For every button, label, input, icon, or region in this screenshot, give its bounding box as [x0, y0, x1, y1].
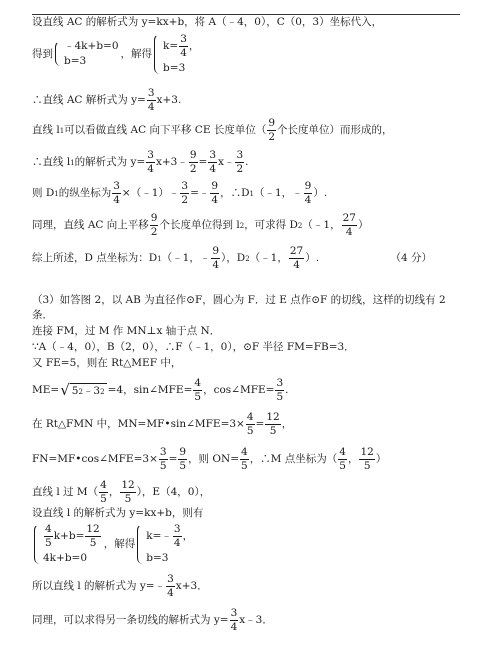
text: 5	[124, 493, 132, 506]
text: 4	[293, 259, 300, 272]
equation-row: b=3	[146, 552, 169, 565]
text: .	[245, 156, 249, 169]
text: 4	[167, 587, 174, 600]
fraction	[338, 447, 347, 472]
text: 2	[150, 226, 158, 239]
text: ∵A（﹣4，0），B（2，0），∴F（﹣1，0），⊙F 半径 FM=FB=3．	[32, 341, 355, 353]
text: 3	[179, 34, 188, 47]
text: =4，sin∠MFE=	[107, 384, 193, 397]
line-l1-expression: ∴直线 l 1 的解析式为 y= $\frac{3}{4}$ x+3﹣ $\frac{9}{2}$ = $\frac{3}{4}$ x﹣ 3 2 .	[32, 149, 249, 176]
text: .	[285, 384, 289, 397]
text: ）	[357, 219, 369, 232]
fraction	[179, 34, 188, 59]
text: 3	[235, 150, 244, 163]
line-fn	[32, 447, 472, 472]
text: 9	[210, 181, 219, 194]
text: 4	[99, 480, 108, 493]
text: 3	[180, 181, 189, 194]
line-l-result	[32, 574, 472, 599]
text: 3	[275, 378, 284, 391]
text: ），E（4，0），	[136, 486, 211, 499]
text: 5	[269, 425, 277, 438]
text: 所以直线 l 的解析式为 y=﹣	[32, 580, 166, 593]
text: 4	[193, 378, 202, 391]
line-ac-setup	[32, 17, 472, 28]
text: ，∴D	[220, 187, 250, 200]
score-label: （4 分）	[390, 252, 432, 265]
fraction	[166, 574, 175, 599]
text	[137, 524, 143, 564]
fraction	[210, 181, 219, 206]
text: （﹣1，	[249, 252, 288, 265]
text: 3	[112, 181, 121, 194]
fraction	[342, 213, 357, 238]
text: 4	[113, 194, 120, 207]
text: ，	[108, 486, 120, 499]
line-other-tangent	[32, 608, 472, 633]
text: 5	[71, 385, 79, 398]
text: （﹣1，﹣	[253, 187, 303, 200]
text: k+b=	[53, 530, 85, 543]
fraction	[230, 608, 239, 633]
text: ﹣3	[82, 385, 101, 398]
text: 4	[338, 447, 347, 460]
line-fe	[32, 358, 472, 369]
fraction	[180, 181, 189, 206]
text: ，解得	[103, 537, 136, 550]
line-points-af	[32, 342, 472, 353]
text: 直线 l	[32, 124, 60, 137]
text: ，则 ON=	[188, 453, 239, 466]
text: x﹣3．	[239, 614, 273, 627]
text: 4	[147, 101, 155, 114]
fraction	[44, 524, 53, 549]
text: 4	[211, 194, 219, 207]
text: 4	[44, 524, 53, 537]
fraction	[193, 378, 202, 403]
equation-row: b=3	[163, 62, 186, 75]
text: 综上所述，D 点坐标为：D	[32, 252, 158, 265]
text: 4	[246, 412, 255, 425]
text: （﹣1，﹣	[161, 252, 211, 265]
text: 5	[246, 425, 254, 438]
text: ）.	[305, 252, 320, 265]
line-ac-result	[32, 88, 472, 113]
text: 的解析式为 y=	[74, 156, 146, 169]
text: 2	[268, 131, 276, 144]
text: √	[60, 381, 70, 400]
fraction	[246, 412, 255, 437]
text: 4	[209, 163, 217, 176]
fraction	[265, 412, 280, 437]
text	[34, 524, 40, 564]
line-set-l	[32, 508, 472, 519]
text: x+3.	[156, 94, 182, 107]
text: 4	[173, 537, 181, 550]
line-me-trig	[32, 378, 472, 403]
text: 5	[363, 460, 371, 473]
text: （3）如答图 2，以 AB 为直径作⊙F，圆心为 F．过 E 点作⊙F 的切线，这样的切线有 2	[32, 294, 446, 306]
text: x+3．	[175, 580, 208, 593]
text: =	[255, 418, 265, 431]
fraction	[112, 181, 121, 206]
fraction	[267, 118, 276, 143]
text: 个长度单位得到 l	[159, 219, 240, 232]
text	[55, 41, 61, 66]
equation-system	[55, 41, 119, 66]
text: 直线 l 过 M（	[32, 486, 99, 499]
text: 2	[189, 163, 197, 176]
text: ，可求得 D	[244, 219, 298, 232]
text: 5	[179, 460, 187, 473]
text	[163, 34, 199, 74]
text: ，解得	[120, 47, 153, 60]
text	[163, 34, 199, 59]
top-rule	[32, 14, 460, 15]
fraction	[211, 246, 220, 271]
text: 连接 FM，过 M 作 MN⊥x 轴于点 N．	[32, 325, 221, 337]
text	[43, 524, 102, 564]
text: ∴直线 AC 解析式为 y=	[32, 94, 146, 107]
text: 3	[146, 150, 155, 163]
text: 条．	[32, 309, 53, 321]
line-part3-intro	[32, 295, 472, 306]
fraction	[120, 480, 135, 505]
text: FN=MF•cos∠MFE=3×	[32, 453, 158, 466]
line-connect-fm	[32, 326, 472, 337]
text: 12	[359, 447, 374, 460]
square-root	[60, 383, 106, 398]
text: 4	[345, 226, 353, 239]
text: x﹣	[218, 156, 235, 169]
fraction	[150, 213, 159, 238]
solution-system	[154, 34, 199, 74]
fraction	[189, 150, 198, 175]
text: 又 FE=5，则在 Rt△MEF 中，	[32, 357, 182, 369]
fraction	[85, 524, 100, 549]
text: 4	[240, 447, 249, 460]
text: x+3﹣	[155, 156, 188, 169]
text: =	[168, 453, 178, 466]
text: 设直线 l 的解析式为 y=kx+b，则有	[32, 507, 204, 519]
text: 则 D	[32, 187, 55, 200]
text: =﹣	[190, 187, 210, 200]
line-d1-coordinate: 则 D 1 的纵坐标为 $\frac{3}{4}$ ×（﹣1）﹣ $\frac{3}{2}$ =﹣ 9 4 ，∴D 1 （﹣1，﹣ 9 4 ）.	[32, 180, 328, 207]
text: 27	[289, 246, 304, 259]
text: 3	[208, 150, 217, 163]
text: 12	[85, 524, 100, 537]
fraction	[99, 480, 108, 505]
text: 设直线 AC 的解析式为 y=kx+b，将 A（﹣4，0），C（0，3）坐标代入，	[32, 16, 383, 28]
text: 5	[194, 391, 202, 404]
text: 3	[159, 447, 168, 460]
text: ）	[375, 453, 387, 466]
text: ）.	[313, 187, 328, 200]
fraction	[304, 181, 313, 206]
fraction	[178, 447, 187, 472]
text: 27	[342, 213, 357, 226]
line-l-through-m	[32, 480, 472, 505]
text: 9	[178, 447, 187, 460]
text: =	[198, 156, 208, 169]
text: 3	[230, 608, 239, 621]
text	[154, 34, 160, 74]
line-system-1	[32, 34, 472, 74]
text: 2	[181, 194, 189, 207]
text: 4	[180, 47, 187, 60]
text: ∴直线 l	[32, 156, 71, 169]
text: 在 Rt△FMN 中，MN=MF•sin∠MFE=3×	[32, 418, 245, 431]
text: 4	[304, 194, 312, 207]
text: 9	[304, 181, 313, 194]
text: 9	[211, 246, 220, 259]
text: 5	[241, 460, 248, 473]
fraction	[289, 246, 304, 271]
text: 5	[339, 460, 346, 473]
text: ，cos∠MFE=	[203, 384, 275, 397]
equation-row: 4k+b=0	[43, 552, 88, 565]
text	[146, 524, 193, 564]
line-part3-cont	[32, 310, 472, 321]
text: ×（﹣1）﹣	[121, 187, 180, 200]
text: 9	[150, 213, 159, 226]
line-d-summary: 综上所述，D 点坐标为：D 1 （﹣1，﹣ 9 4 ），D 2 （﹣1， 27 4 ）. （4 分）	[32, 245, 432, 272]
fraction	[146, 150, 155, 175]
text: ），D	[221, 252, 246, 265]
text: k=﹣	[146, 530, 172, 543]
text: 9	[189, 150, 198, 163]
line-l1-translation: 直线 l 1 可以看做直线 AC 向下平移 CE 长度单位（ 9 2 个长度单位）而形成的，	[32, 117, 393, 144]
text: 3	[173, 524, 182, 537]
text: 12	[120, 480, 135, 493]
text: 同理，可以求得另一条切线的解析式为 y=	[32, 614, 229, 627]
text: 得到	[32, 47, 53, 60]
text: 4	[212, 259, 220, 272]
text: 4	[147, 163, 154, 176]
text: ，	[182, 530, 194, 543]
text: 可以看做直线 AC 向下平移 CE 长度单位（	[64, 124, 267, 137]
fraction	[275, 378, 284, 403]
text: 的纵坐标为	[58, 187, 112, 200]
line-mn	[32, 412, 472, 437]
text: 5	[89, 537, 97, 550]
fraction	[159, 447, 168, 472]
line-d2-coordinate: 同理，直线 AC 向上平移 9 2 个长度单位得到 l 2 ，可求得 D 2 （﹣1， 27 4 ）	[32, 212, 369, 239]
text: 9	[267, 118, 276, 131]
text: ，	[281, 418, 293, 431]
text: 5	[159, 460, 167, 473]
text: 个长度单位）而形成的，	[277, 124, 393, 137]
text: ME=	[32, 384, 60, 397]
text: ，	[347, 453, 359, 466]
fraction	[240, 447, 249, 472]
text: 5 2 ﹣3 2	[70, 383, 107, 398]
fraction	[147, 88, 156, 113]
equation-row: ﹣4k+b=0	[64, 40, 119, 53]
text	[146, 524, 193, 549]
text: ，∴M 点坐标为（	[249, 453, 338, 466]
text: 12	[265, 412, 280, 425]
text: 5	[45, 537, 52, 550]
text: 2	[236, 163, 244, 176]
fraction	[173, 524, 182, 549]
equation-row: b=3	[64, 54, 87, 67]
text	[64, 41, 119, 66]
text	[43, 524, 102, 549]
line-system-2	[32, 524, 472, 564]
text: 4	[230, 621, 238, 634]
fraction	[359, 447, 374, 472]
text: 5	[100, 493, 107, 506]
equation-system	[34, 524, 102, 564]
fraction	[235, 150, 244, 175]
text: 3	[166, 574, 175, 587]
text: 5	[276, 391, 284, 404]
text: ，	[188, 40, 200, 53]
solution-system	[137, 524, 193, 564]
fraction	[208, 150, 217, 175]
text: k=	[163, 40, 179, 53]
text: 同理，直线 AC 向上平移	[32, 219, 149, 232]
text: （﹣1，	[302, 219, 341, 232]
text: 3	[147, 88, 156, 101]
